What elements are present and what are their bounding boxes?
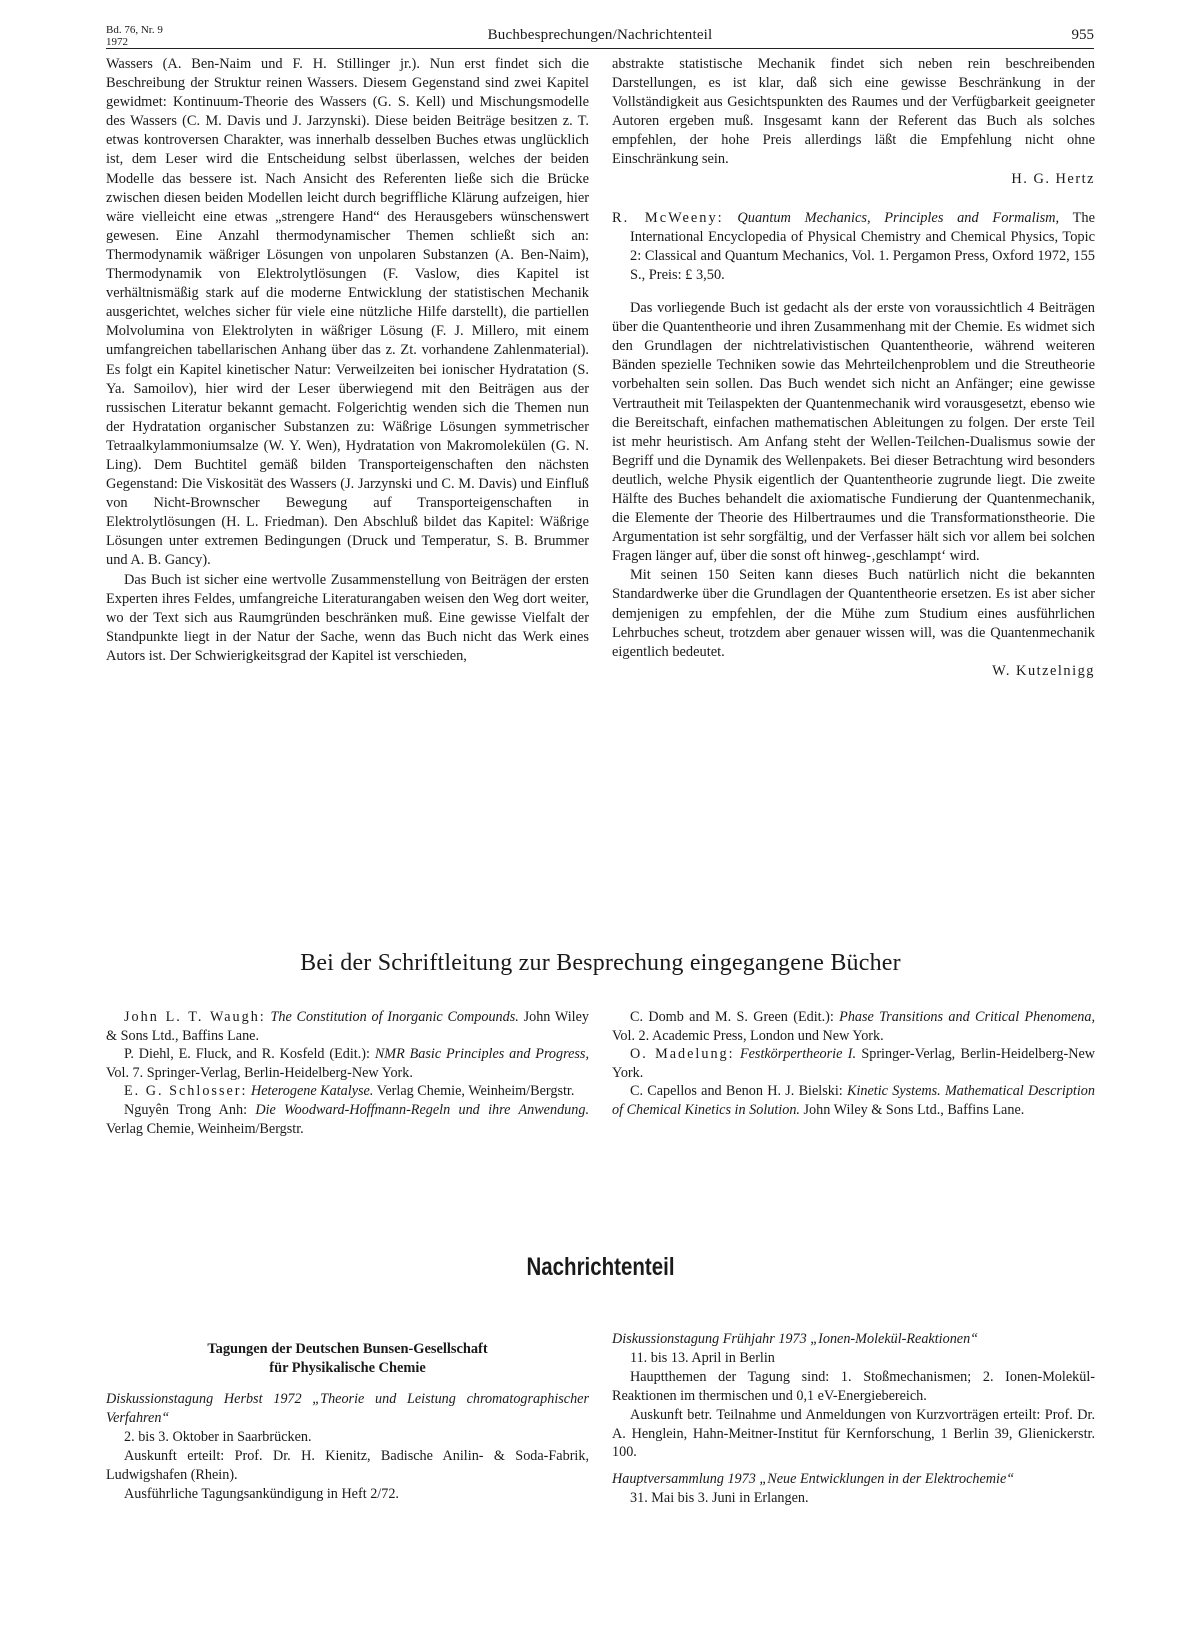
meeting-contact: Auskunft erteilt: Prof. Dr. H. Kienitz, Badische Anilin- & Soda-Fabrik, Ludwigshafen (Rhein). xyxy=(106,1447,589,1483)
meeting-date: 11. bis 13. April in Berlin xyxy=(630,1349,775,1366)
book-entry xyxy=(612,1008,1095,1045)
entry-author: P. Diehl, E. Fluck, and R. Kosfeld (Edit.): xyxy=(124,1046,370,1063)
meeting-title: Hauptversammlung 1973 „Neue Entwicklungen in der Elektrochemie“ xyxy=(612,1471,1015,1488)
review-paragraph: Das Buch ist sicher eine wertvolle Zusammenstellung von Beiträgen der ersten Experten ihres Feldes, umfangreiche Literaturangaben weisen den Weg dort weiter, wo der Text sich aus Raumgründen beschränken muß. Eine gewisse Vielfalt der Standpunkte liegt in der Natur der Sache, wenn das Buch nicht das Werk eines Autors ist. Der Schwierigkeitsgrad der Kapitel ist verschieden, xyxy=(106,571,589,664)
books-right-list xyxy=(612,1008,1095,1120)
meeting-name xyxy=(106,1390,589,1428)
entry-publisher: John Wiley & Sons Ltd., Baffins Lane. xyxy=(803,1101,1025,1118)
entry-author: C. Capellos and Benon H. J. Bielski: xyxy=(630,1083,843,1100)
book-reference xyxy=(612,209,1095,285)
meeting-name xyxy=(612,1470,1095,1489)
entry-author: John L. T. Waugh: xyxy=(124,1009,266,1025)
review-body xyxy=(612,299,1095,681)
book-entry xyxy=(106,1101,589,1138)
reviewer-signature: W. Kutzelnigg xyxy=(992,662,1095,679)
book-entry xyxy=(612,1045,1095,1082)
society-meetings-heading xyxy=(106,1340,589,1378)
news-section-title: Nachrichtenteil xyxy=(526,1253,675,1281)
news-right-column xyxy=(612,1330,1095,1508)
review-paragraph: Das vorliegende Buch ist gedacht als der erste von voraussichtlich 4 Beiträgen über die Quantentheorie und ihren Zusammenhang mit der Chemie. Es widmet sich den Grundlagen der nichtrelativistischen Quantentheorie, während weiteren Bänden spezielle Techniken sowie das Mehrteilchenproblem und die Streutheorie vorbehalten sein sollen. Das Buch wendet sich nicht an Anfänger; eine gewisse Vertrautheit mit Teilaspekten der Quantenmechanik wird vorausgesetzt, ebenso wie die Bereitschaft, einfachen mathematischen Ableitungen zu folgen. Der erste Teil ist mehr heuristisch. Am Anfang steht der Wellen-Teilchen-Dualismus sowie der Begriff und die Dynamik des Wellenpakets. Bei dieser Betrachtung wird besonders deutlich, welche Physik eigentlich der Quantentheorie zugrunde liegt. Die zweite Hälfte des Buches behandelt die axiomatische Fundierung der Quantenmechanik, die Elemente der Theorie des Hilbertraumes und die Transformationstheorie. Die Argumentation ist sehr sorgfältig, und der Verfasser hält sich vor allem bei solchen Fragen länger auf, über die sonst oft hinweg-‚geschlampt‘ wird. xyxy=(612,300,1095,565)
news-left-column xyxy=(106,1330,589,1503)
entry-title: Heterogene Katalyse. xyxy=(250,1083,374,1100)
meeting-announcement xyxy=(612,1470,1095,1508)
entry-publisher: Springer-Verlag, Berlin-Heidelberg-New York. xyxy=(612,1046,1096,1081)
volume-number: Bd. 76, Nr. 9 xyxy=(106,24,163,36)
entry-publisher: Vol. 2. Academic Press, London und New York. xyxy=(612,1027,884,1044)
meeting-title: Diskussionstagung Herbst 1972 „Theorie und Leistung chromatographischer Verfahren“ xyxy=(106,1391,589,1426)
volume-year: 1972 xyxy=(106,36,128,48)
entry-title: NMR Basic Principles and Progress, xyxy=(374,1046,590,1063)
meeting-name xyxy=(612,1330,1095,1349)
meeting-topics: Hauptthemen der Tagung sind: 1. Stoßmechanismen; 2. Ionen-Molekül-Reaktionen im thermischen und 0,1 eV-Energiebereich. xyxy=(612,1368,1095,1404)
volume-info xyxy=(106,24,163,48)
left-column xyxy=(106,55,589,666)
meeting-title: Diskussionstagung Frühjahr 1973 „Ionen-Molekül-Reaktionen“ xyxy=(612,1331,979,1347)
book-entry xyxy=(106,1045,589,1082)
book-entry xyxy=(106,1008,589,1045)
meeting-date: 31. Mai bis 3. Juni in Erlangen. xyxy=(630,1490,809,1507)
right-column xyxy=(612,55,1095,681)
entry-title: Phase Transitions and Critical Phenomena, xyxy=(839,1009,1096,1025)
book-entry xyxy=(106,1082,589,1101)
entry-publisher: Vol. 7. Springer-Verlag, Berlin-Heidelberg-New York. xyxy=(106,1064,413,1081)
entry-publisher: Verlag Chemie, Weinheim/Bergstr. xyxy=(376,1083,575,1100)
entry-title: The Constitution of Inorganic Compounds. xyxy=(270,1009,519,1025)
entry-publisher: Verlag Chemie, Weinheim/Bergstr. xyxy=(106,1120,304,1137)
meeting-announcement xyxy=(106,1390,589,1503)
books-received-title: Bei der Schriftleitung zur Besprechung eingegangene Bücher xyxy=(300,950,901,976)
entry-author: Nguyên Trong Anh: xyxy=(124,1101,248,1118)
meeting-announcement xyxy=(612,1330,1095,1462)
heading-line: Tagungen der Deutschen Bunsen-Gesellschaft xyxy=(207,1341,488,1357)
header-rule xyxy=(106,48,1094,49)
book-title: Quantum Mechanics, Principles and Formalism, xyxy=(737,209,1060,226)
heading-line: für Physikalische Chemie xyxy=(269,1360,426,1376)
books-left-list xyxy=(106,1008,589,1138)
entry-title: Die Woodward-Hoffmann-Regeln und ihre Anwendung. xyxy=(255,1101,589,1118)
review-continuation: abstrakte statistische Mechanik findet sich neben rein beschreibenden Darstellungen, es ist klar, daß sich eine gewisse Beschränkung in der Vollständigkeit aus Gesichtspunkten des Raumes und der Verfügbarkeit geeigneter Autoren ergeben muß. Insgesamt kann der Referent das Buch als solches empfehlen, der hohe Preis allerdings läßt die Empfehlung nicht ohne Einschränkung sein. xyxy=(612,56,1095,168)
entry-title: Festkörpertheorie I. xyxy=(739,1046,856,1063)
book-details: The International Encyclopedia of Physical Chemistry and Chemical Physics, Topic 2: Classical and Quantum Mechanics, Vol. 1. Pergamon Press, Oxford 1972, 155 S., Preis: £ 3,50. xyxy=(630,209,1095,283)
book-entry xyxy=(612,1082,1095,1119)
entry-title: Kinetic Systems. Mathematical Description of Chemical Kinetics in Solution. xyxy=(612,1083,1095,1118)
meeting-note: Ausführliche Tagungsankündigung in Heft 2/72. xyxy=(124,1485,399,1502)
entry-publisher: John Wiley & Sons Ltd., Baffins Lane. xyxy=(106,1009,589,1044)
book-author: R. McWeeny: xyxy=(612,209,724,226)
entry-author: C. Domb and M. S. Green (Edit.): xyxy=(630,1009,834,1025)
reviewer-signature: H. G. Hertz xyxy=(1011,170,1095,187)
review-paragraph: Wassers (A. Ben-Naim und F. H. Stillinger jr.). Nun erst findet sich die Beschreibung der Struktur reinen Wassers. Diesem Gegenstand sind zwei Kapitel gewidmet: Kontinuum-Theorie des Wassers (G. S. Kell) und Mischungsmodelle des Wassers (C. M. Davis und J. Jarzynski). Diese beiden Beiträge besitzen z. T. etwas kontroversen Charakter, was innerhalb desselben Buches etwas unglücklich ist, dem Leser wird die Entscheidung selbst überlassen, welches der beiden Modelle das bessere ist. Nach Ansicht des Referenten ließe sich die Brücke zwischen diesen beiden Modellen leicht durch begriffliche Klärung aufzeigen, hier wäre vielleicht eine etwas „strengere Hand“ des Herausgebers wünschenswert gewesen. Eine Anzahl thermodynamischer Themen schließt sich an: Thermodynamik wäßriger Lösungen von unpolaren Substanzen (A. Ben-Naim), Thermodynamik von Elektrolytlösungen (F. Vaslow, dies Kapitel ist verhältnismäßig stark auf die moderne Entwicklung der statistischen Mechanik ausgerichtet, welches sicher für viele eine nützliche Hilfe darstellt), die partiellen Molvolumina von Elektrolyten in wäßriger Lösung (F. J. Millero, mit einem umfangreichen tabellarischen Anhang über das z. Zt. vorhandene Zahlenmaterial). Es folgt ein Kapitel kinetischer Natur: Verweilzeiten bei ionischer Hydratation (S. Ya. Samoilov), hier wird der Leser überwiegend mit den Beiträgen aus der russischen Literatur bekannt gemacht. Folgerichtig wenden sich die Themen nun der Hydratation organischer Substanzen zu: Wäßrige Lösungen symmetrischer Tetraalkylammoniumsalze (W. Y. Wen), Hydratation von Makromolekülen (G. N. Ling). Dem Buchtitel gemäß bilden Transporteigenschaften den nächsten Gegenstand: Die Viskosität des Wassers (J. Jarzynski und C. M. Davis) und Einfluß von Nicht-Brownscher Bewegung auf Transporteigenschaften in Elektrolytlösungen (H. L. Friedman). Den Abschluß bildet das Kapitel: Wäßrige Lösungen unter extremen Bedingungen (Druck und Temperatur, S. B. Brummer und A. B. Gancy). xyxy=(106,56,589,569)
review-paragraph: Mit seinen 150 Seiten kann dieses Buch natürlich nicht die bekannten Standardwerke über die Grundlagen der Quantentheorie ersetzen. Es ist aber sicher demjenigen zu empfehlen, der die Mühe zum Studium eines ausführlichen Lehrbuches scheut, trotzdem aber genauer wissen will, was die Quantenmechanik eigentlich bedeutet. xyxy=(612,567,1095,660)
meeting-contact: Auskunft betr. Teilnahme und Anmeldungen von Kurzvorträgen erteilt: Prof. Dr. A. Henglein, Hahn-Meitner-Institut für Kernforschung, 1 Berlin 39, Glienickerstr. 100. xyxy=(612,1406,1095,1461)
meeting-date: 2. bis 3. Oktober in Saarbrücken. xyxy=(124,1428,312,1445)
entry-author: E. G. Schlosser: xyxy=(124,1083,248,1100)
running-header: Buchbesprechungen/Nachrichtenteil xyxy=(487,27,713,43)
page-number: 955 xyxy=(1071,27,1094,43)
entry-author: O. Madelung: xyxy=(630,1046,735,1063)
